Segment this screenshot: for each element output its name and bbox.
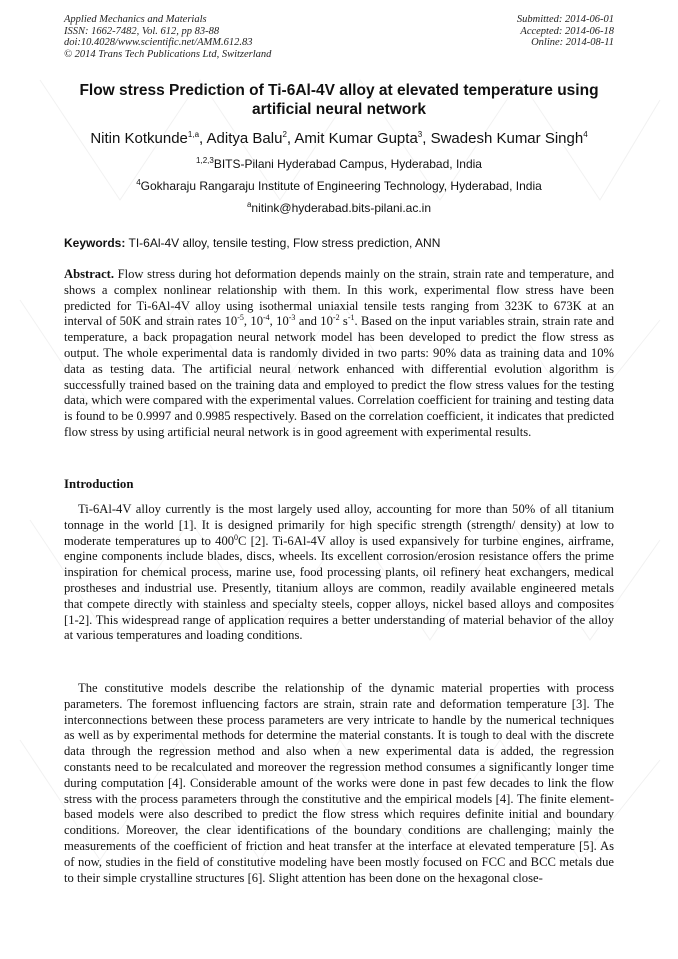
affiliation-2 (30, 179, 648, 193)
exponent: -4 (263, 313, 270, 323)
affiliation-1 (30, 157, 648, 171)
author-name: Nitin Kotkunde (90, 130, 188, 147)
submission-dates (517, 14, 614, 49)
submitted-date: Submitted: 2014-06-01 (516, 14, 614, 25)
author-affiliation-marker: 3 (417, 130, 423, 139)
abstract-paragraph (64, 267, 614, 441)
exponent: -5 (237, 313, 244, 323)
author-name: Aditya Balu (206, 130, 283, 147)
online-date: Online: 2014-08-11 (531, 37, 614, 48)
abstract-text-rest: . Based on the input variables strain, strain rate and temperature, a back propagation neural network model has been developed to predict the flow stress as output. The whole experimental data is randomly divided in two parts: 90% data as training data and 10% data as testing data. The artificial neural network enhanced with differential evolution algorithm is successfully trained based on the training data and employed to predict the flow stress values for the testing data, which were compared with the experimental values. Correlation coefficient for training and testing data is found to be 0.9997 and 0.9985 respectively. Based on the correlation coefficient, it indicates that predicted flow stress by using artificial neural network is in good agreement with experimental results. (64, 314, 614, 439)
abstract-sep: , 10 (243, 314, 263, 329)
keywords-label: Keywords: (64, 236, 126, 250)
author-list (30, 130, 648, 147)
affiliation-text: BITS-Pilani Hyderabad Campus, Hyderabad, India (213, 157, 482, 171)
degree-superscript: 0 (234, 532, 239, 542)
exponent: -3 (288, 313, 296, 323)
author-affiliation-marker: 2 (282, 130, 287, 139)
keywords-text: TI-6Al-4V alloy, tensile testing, Flow stress prediction, ANN (128, 236, 441, 250)
exponent: -1 (347, 313, 355, 323)
keywords-line (64, 236, 624, 250)
introduction-heading: Introduction (64, 477, 134, 491)
abstract-sep: , 10 (269, 314, 289, 329)
paper-title: Flow stress Prediction of Ti-6Al-4V alloy at elevated temperature using artificial neural network (79, 82, 599, 118)
journal-name: Applied Mechanics and Materials (64, 14, 207, 25)
email-text: nitink@hyderabad.bits-pilani.ac.in (251, 201, 432, 215)
exponent: -2 (332, 313, 340, 323)
journal-info (64, 14, 271, 60)
contact-email (30, 201, 648, 215)
author-separator: , (286, 130, 295, 147)
accepted-date: Accepted: 2014-06-18 (520, 25, 614, 37)
affiliation-marker: 4 (136, 178, 141, 187)
intro-text-rest: C [2]. Ti-6Al-4V alloy is used expansively for turbine engines, airframe, engine components include blades, discs, wheels. Its excellent corrosion/erosion resistance offers the prime inspiration for chemical process, marine use, food processing plants, oil refinery heat exchangers, medical prostheses and industrial use. Presently, titanium alloys are common, readily available engineered metals that compete directly with stainless and specialty steels, copper alloys, nickel based alloys and composites [1-2]. This widespread range of application requires a better understanding of material behavior of the alloy at various temperatures and loading conditions. (64, 533, 614, 643)
author-name: Swadesh Kumar Singh (430, 130, 584, 147)
affiliation-marker: 1,2,3 (196, 156, 214, 165)
abstract-text-start: Flow stress during hot deformation depends mainly on the strain, strain rate and temperature, and shows a complex nonlinear relationship with them. In this work, experimental flow stress have been predicted for Ti-6Al-4V alloy using isothermal uniaxial tensile tests ranging from 323K to 673K at an interval of 50K and strain rates 10 (64, 267, 614, 329)
abstract-label: Abstract. (64, 267, 115, 281)
abstract-sep: and 10 (295, 314, 333, 329)
issn-line: ISSN: 1662-7482, Vol. 612, pp 83-88 (64, 25, 220, 37)
email-marker: a (246, 200, 252, 209)
copyright-line: © 2014 Trans Tech Publications Ltd, Switzerland (64, 48, 272, 60)
intro-text-start: Ti-6Al-4V alloy currently is the most largely used alloy, accounting for more than 50% of all titanium tonnage in the world [1]. It is designed primarily for high specific strength (strength/ density) at low to moderate temperatures up to 400 (64, 502, 614, 548)
abstract-sep: s (339, 314, 348, 329)
author-affiliation-marker: 1,a (187, 130, 200, 139)
intro-paragraph-1 (64, 502, 614, 644)
author-name: Amit Kumar Gupta (294, 130, 418, 147)
intro-paragraph-2: The constitutive models describe the relationship of the dynamic material properties with process parameters. The foremost influencing factors are strain, strain rate and deformation temperature [3]. The interconnections between these process parameters are very intricate to handle by the numerical techniques as well as by experimental methods for determine the material constants. It is tough to deal with the discrete data through the regression method and also when a new experimental data is added, the regression constants need to be recalculated and moreover the regression method consumes a significantly longer time during computation [4]. Considerable amount of the works were done in past few decades to link the flow stress with the process parameters through the constitutive and the empirical models [4]. The finite element-based models were also described to predict the flow stress which requires definite initial and boundary conditions. Moreover, the clear identifications of the boundary conditions are challenging; mainly the measurements of the coefficient of friction and heat transfer at the interface at elevated temperature [5]. As of now, studies in the field of constitutive modeling have been mostly focused on FCC and BCC metals due to their simple crystalline structures [6]. Slight attention has been done on the hexagonal close- (64, 681, 614, 885)
affiliation-text: Gokharaju Rangaraju Institute of Engineering Technology, Hyderabad, India (140, 179, 542, 193)
author-affiliation-marker: 4 (583, 130, 588, 139)
author-separator: , (199, 130, 207, 147)
author-separator: , (422, 130, 431, 147)
doi-line: doi:10.4028/www.scientific.net/AMM.612.83 (64, 37, 253, 48)
